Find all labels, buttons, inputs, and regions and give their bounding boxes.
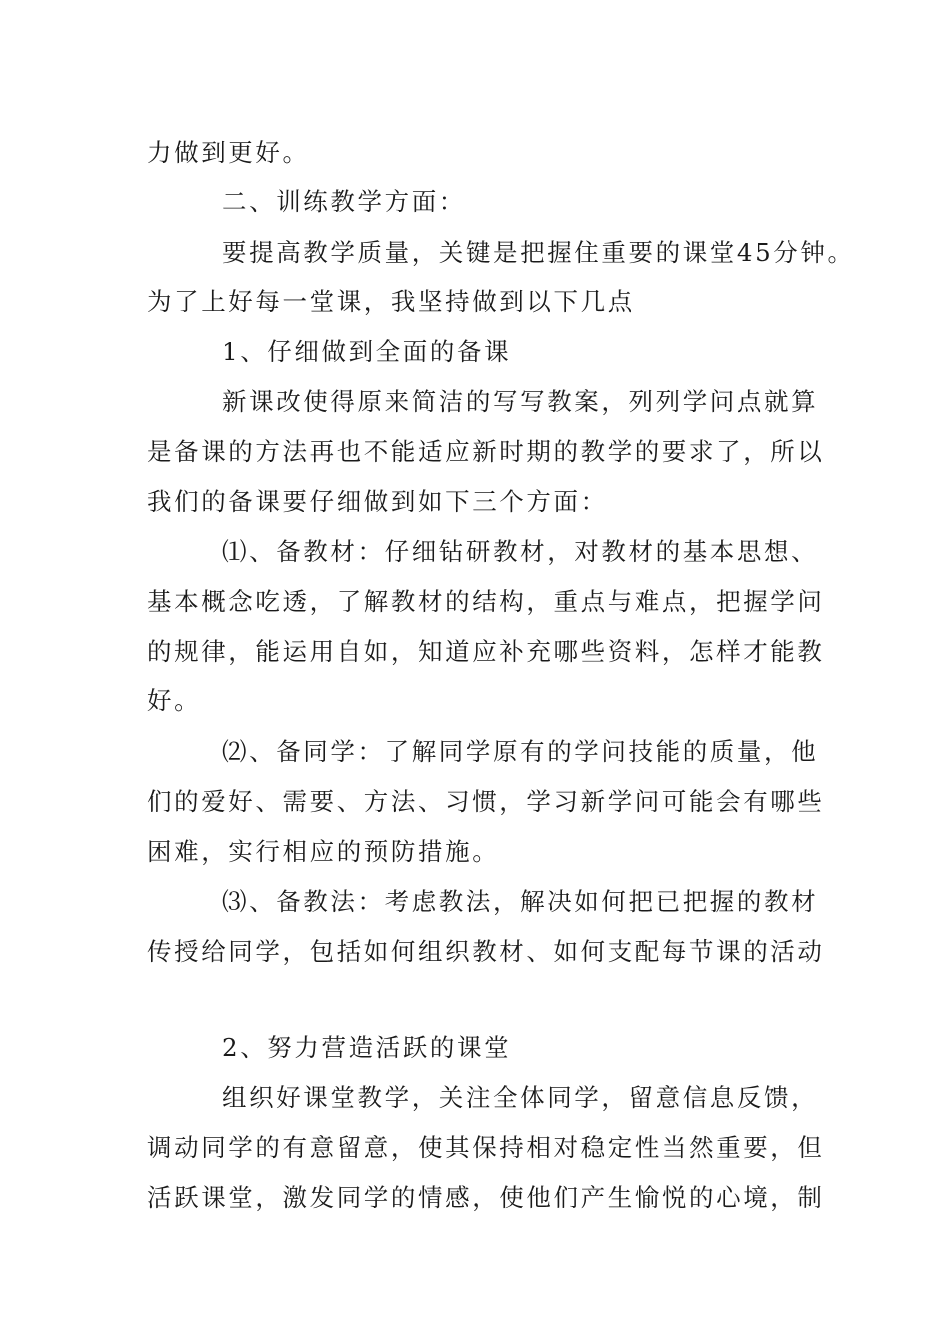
text-line-7: 是备课的方法再也不能适应新时期的教学的要求了，所以 <box>147 437 825 466</box>
text-line-12: 好。 <box>147 686 202 715</box>
text-line-19: 组织好课堂教学，关注全体同学，留意信息反馈， <box>222 1083 819 1112</box>
text-line-20: 调动同学的有意留意，使其保持相对稳定性当然重要，但 <box>147 1133 825 1162</box>
text-line-4: 为了上好每一堂课，我坚持做到以下几点 <box>147 287 635 316</box>
text-line-6: 新课改使得原来简洁的写写教案，列列学问点就算 <box>222 387 819 416</box>
list-item-textbook: ⑴、备教材：仔细钻研教材，对教材的基本思想、 <box>222 537 819 566</box>
section-heading-teaching: 二、训练教学方面： <box>222 187 466 216</box>
text-line-8: 我们的备课要仔细做到如下三个方面： <box>147 487 608 516</box>
text-line-14: 们的爱好、需要、方法、习惯，学习新学问可能会有哪些 <box>147 787 825 816</box>
list-item-students: ⑵、备同学：了解同学原有的学问技能的质量，他 <box>222 737 819 766</box>
text-line-1: 力做到更好。 <box>147 138 310 167</box>
text-line-11: 的规律，能运用自如，知道应补充哪些资料，怎样才能教 <box>147 637 825 666</box>
text-line-21: 活跃课堂，激发同学的情感，使他们产生愉悦的心境，制 <box>147 1183 825 1212</box>
text-line-17: 传授给同学，包括如何组织教材、如何支配每节课的活动 <box>147 937 825 966</box>
text-line-15: 困难，实行相应的预防措施。 <box>147 837 500 866</box>
text-line-3: 要提高教学质量，关键是把握住重要的课堂45分钟。 <box>222 238 855 267</box>
subheading-lesson-prep: 1、仔细做到全面的备课 <box>222 337 512 366</box>
text-line-10: 基本概念吃透，了解教材的结构，重点与难点，把握学问 <box>147 587 825 616</box>
list-item-methods: ⑶、备教法：考虑教法，解决如何把已把握的教材 <box>222 887 819 916</box>
subheading-active-classroom: 2、努力营造活跃的课堂 <box>222 1033 512 1062</box>
